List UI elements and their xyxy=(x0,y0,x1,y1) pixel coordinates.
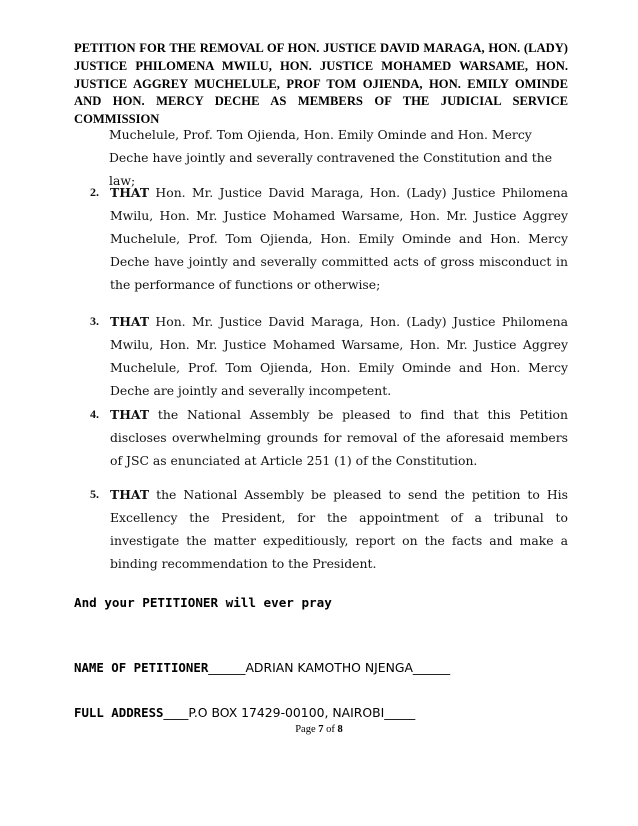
item-lead: THAT xyxy=(110,407,150,422)
list-item xyxy=(90,181,568,296)
field-value: ______ADRIAN KAMOTHO NJENGA______ xyxy=(208,660,451,675)
item-number: 5. xyxy=(90,487,99,501)
list-item xyxy=(90,403,568,472)
item-lead: THAT xyxy=(110,185,150,200)
page-word: Page xyxy=(295,724,316,735)
closing-line: And your PETITIONER will ever pray xyxy=(74,595,332,610)
field-label: NAME OF PETITIONER xyxy=(74,660,209,675)
item-number: 3. xyxy=(90,314,99,328)
item-number: 4. xyxy=(90,407,99,421)
item-text: the National Assembly be pleased to find that this Petition discloses overwhelming grounds for removal of the aforesaid members of JSC as enunciated at Article 251 (1) of the Constitution. xyxy=(110,407,568,468)
petition-heading: PETITION FOR THE REMOVAL OF HON. JUSTICE DAVID MARAGA, HON. (LADY) JUSTICE PHILOMENA MWILU, HON. JUSTICE MOHAMED WARSAME, HON. JUSTICE AGGREY MUCHELULE, PROF TOM OJIENDA, HON. EMILY OMINDE AND HON. MERCY DECHE AS MEMBERS OF THE JUDICIAL SERVICE COMMISSION xyxy=(74,41,568,127)
item-text: Hon. Mr. Justice David Maraga, Hon. (Lady) Justice Philomena Mwilu, Hon. Mr. Justice Mohamed Warsame, Hon. Mr. Justice Aggrey Muchelule, Prof. Tom Ojienda, Hon. Emily Ominde and Hon. Mercy Deche are jointly and severally incompetent. xyxy=(110,314,568,398)
list-item xyxy=(90,310,568,402)
page-footer xyxy=(0,724,638,735)
continued-paragraph: Muchelule, Prof. Tom Ojienda, Hon. Emily Ominde and Hon. Mercy Deche have jointly and severally contravened the Constitution and the law; xyxy=(109,127,553,188)
field-value: ____P.O BOX 17429-00100, NAIROBI_____ xyxy=(163,705,416,720)
petitioner-name-field xyxy=(74,658,450,678)
item-lead: THAT xyxy=(110,314,150,329)
total-pages-number: 8 xyxy=(337,724,343,735)
field-label: FULL ADDRESS xyxy=(74,705,164,720)
of-word: of xyxy=(326,724,335,735)
full-address-field xyxy=(74,703,415,723)
list-item xyxy=(90,483,568,575)
item-lead: THAT xyxy=(110,487,150,502)
item-number: 2. xyxy=(90,185,99,199)
item-text: the National Assembly be pleased to send the petition to His Excellency the President, for the appointment of a tribunal to investigate the matter expeditiously, report on the facts and make a binding recommendation to the President. xyxy=(110,487,568,571)
item-text: Hon. Mr. Justice David Maraga, Hon. (Lady) Justice Philomena Mwilu, Hon. Mr. Justice Mohamed Warsame, Hon. Mr. Justice Aggrey Muchelule, Prof. Tom Ojienda, Hon. Emily Ominde and Hon. Mercy Deche have jointly and severally committed acts of gross misconduct in the performance of functions or otherwise; xyxy=(110,185,568,292)
current-page-number: 7 xyxy=(318,724,324,735)
